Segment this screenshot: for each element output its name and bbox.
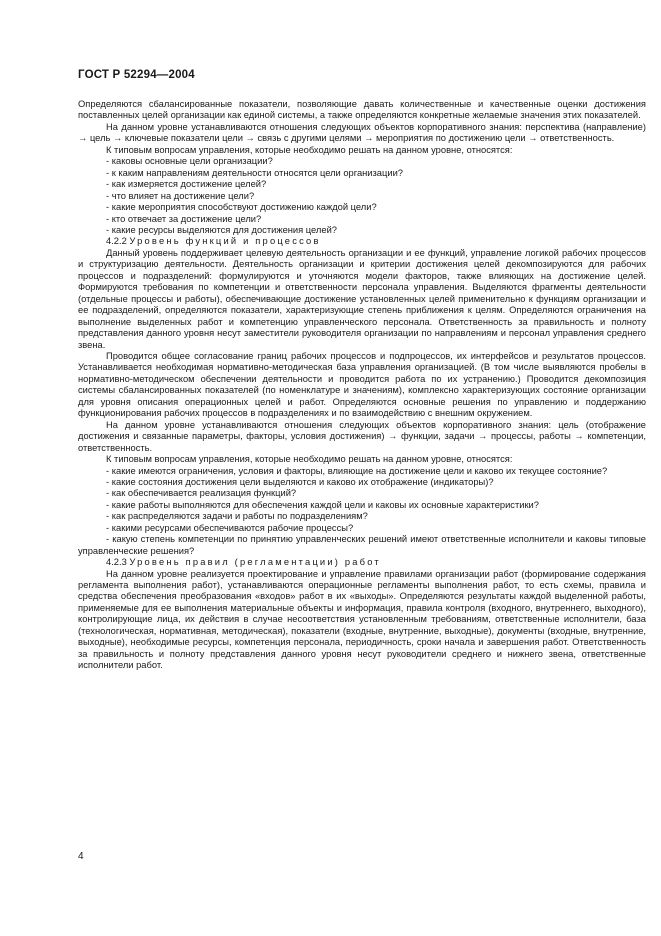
list-item: - как измеряется достижение целей? — [106, 179, 267, 190]
list-item: - к каким направлениям деятельности относятся цели организации? — [106, 167, 403, 178]
list-item: - какие работы выполняются для обеспечения каждой цели и каковы их основные характеристики? — [106, 499, 539, 510]
paragraph: Данный уровень поддерживает целевую деятельность организации и ее функций, управление логикой рабочих процессов и структуризацию деятельности. Деятельность организации и критерии достижения целей декомпозируются для рабочих процессов и подразделений: формулируются и уточняются модели факторов, также влияющих на достижение целей. Формируются требования по компетенции и ответственности персонала управления. Выделяются фрагменты деятельности (отдельные процессы и работы), обеспечивающие достижение установленных целей применительно к функциям организации и ее подразделений, определяются показатели, характеризующие степень приближения к целям. Определяются ограничения на выполнение выделенных работ и компетенцию управленческого персонала. Ответственность за правильность и полноту представления данного уровня несут заместители руководителя организации по направлениям и персонал управления среднего звена. — [78, 247, 646, 350]
paragraph: Проводится общее согласование границ рабочих процессов и подпроцессов, их интерфейсов и результатов процессов. Устанавливается необходимая нормативно-методическая база управления организацией. (В том числе выявляются пробелы в нормативно-методическом обеспечении деятельности и проводится работа по их устранению.) Проводится декомпозиция системы сбалансированных показателей (по номенклатуре и значениям), комплексно характеризующих состояние организации для уровня описания операционных целей и работ. Определяются основные решения по управлению и поддержанию функционирования рабочих процессов в подразделениях и по взаимодействию с внешним окружением. — [78, 350, 646, 419]
list-item: - какие мероприятия способствуют достижению каждой цели? — [106, 202, 377, 213]
section-title: Уровень правил (регламентации) работ — [129, 557, 381, 568]
list-item: - какую степень компетенции по принятию управленческих решений имеют ответственные исполнители и каковы типовые управленческие решения? — [78, 534, 646, 556]
standard-header: ГОСТ Р 52294—2004 — [78, 69, 195, 81]
document-body — [78, 99, 646, 672]
list-item: - какие имеются ограничения, условия и факторы, влияющие на достижение цели и каково их текущее состояние? — [106, 465, 608, 476]
paragraph: На данном уровне устанавливаются отношения следующих объектов корпоративного знания: цель (отображение достижения и связанные параметры, факторы, условия достижения) → функции, задачи → процессы, работы → компетенции, ответственность. — [78, 419, 646, 453]
paragraph: К типовым вопросам управления, которые необходимо решать на данном уровне, относятся: — [106, 144, 513, 155]
paragraph: Определяются сбалансированные показатели, позволяющие давать количественные и качественные оценки достижения поставленных целей организации как единой системы, а также определяются конкретные желаемые значения этих показателей. — [78, 99, 646, 121]
list-item: - какими ресурсами обеспечиваются рабочие процессы? — [106, 522, 354, 533]
section-heading — [78, 236, 646, 247]
section-title: Уровень функций и процессов — [129, 236, 321, 247]
paragraph: К типовым вопросам управления, которые необходимо решать на данном уровне, относятся: — [106, 454, 513, 465]
list-item: - какие состояния достижения цели выделяются и каково их отображение (индикаторы)? — [106, 476, 494, 487]
paragraph: На данном уровне реализуется проектирование и управление правилами организации работ (формирование содержания регламента выполнения работ), устанавливаются операционные регламенты выполнения работ, то есть схемы, правила и средства обеспечения преобразования «входов» работ в их «выходы». Определяются результаты каждой выделенной работы, применяемые для ее выполнения материальные объекты и информация, правила контроля (входного, внутреннего, выходного), контролирующие лица, их действия в случае несоответствия установленным требованиям, ответственные исполнители, база (технологическая, нормативная, методическая), показатели (входные, внутренние, выходные), документы (входные, внутренние, выходные), необходимые ресурсы, компетенция персонала, периодичность, сроки начала и завершения работ. Ответственность за правильность и полноту представления данного уровня несут руководители среднего и нижнего звена, ответственные исполнители работ. — [78, 568, 646, 671]
list-item: - какие ресурсы выделяются для достижения целей? — [106, 224, 338, 235]
list-item: - что влияет на достижение цели? — [106, 190, 255, 201]
section-number: 4.2.3 — [106, 557, 127, 568]
paragraph: На данном уровне устанавливаются отношения следующих объектов корпоративного знания: перспектива (направление) → цель → ключевые показатели цели → связь с другими целями → мероприятия по достижению цели → ответственность. — [78, 121, 646, 144]
list-item: - как распределяются задачи и работы по подразделениям? — [106, 511, 368, 522]
section-number: 4.2.2 — [106, 236, 127, 247]
list-item: - каковы основные цели организации? — [106, 156, 273, 167]
list-item: - кто отвечает за достижение цели? — [106, 213, 262, 224]
section-heading — [78, 557, 646, 568]
list-item: - как обеспечивается реализация функций? — [106, 488, 297, 499]
page-number: 4 — [78, 851, 84, 862]
